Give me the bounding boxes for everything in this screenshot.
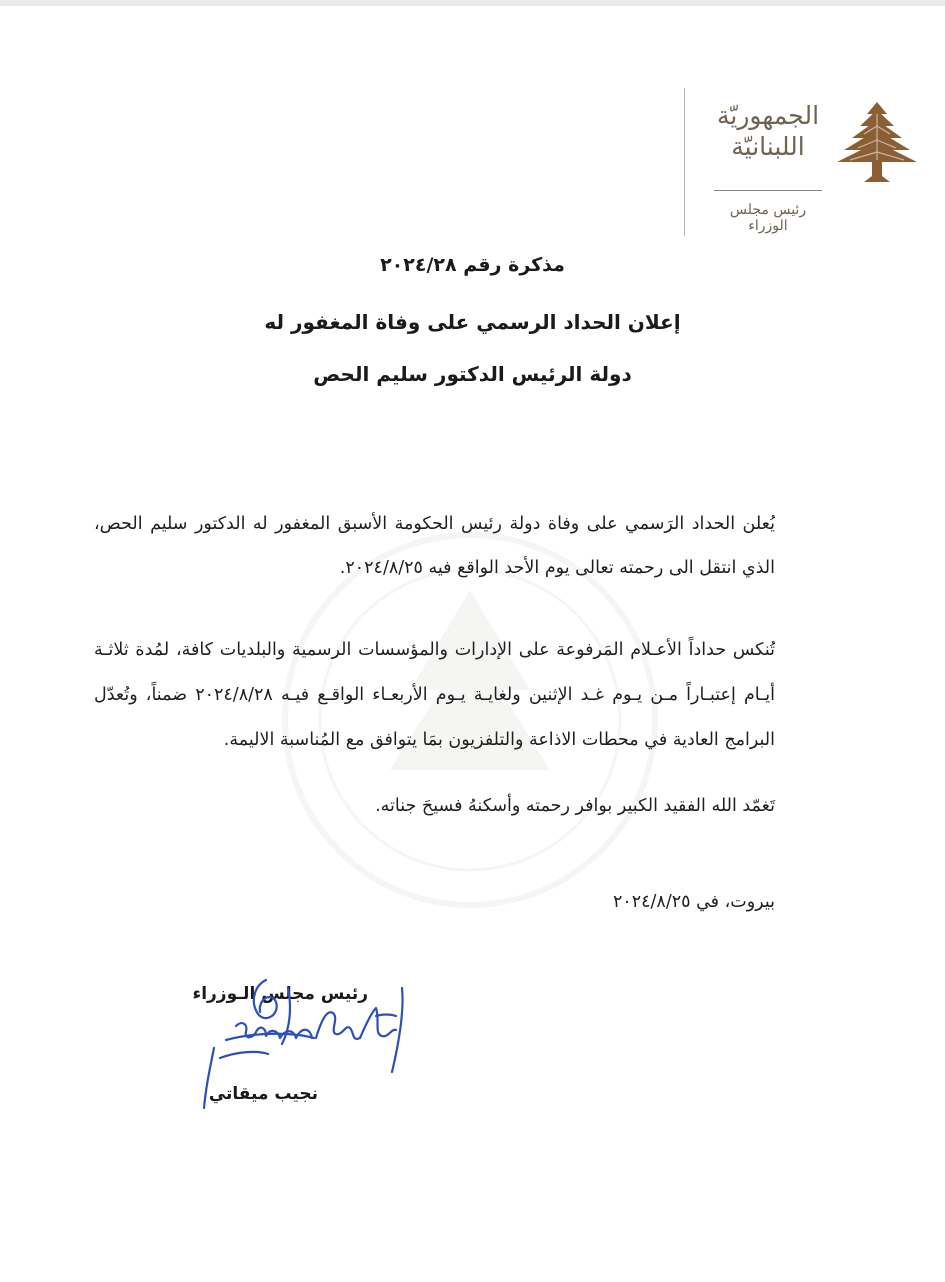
- letterhead-rule: [714, 190, 822, 191]
- signatory-title: رئيس مجلس الـوزراء: [192, 984, 368, 1004]
- letterhead-subtitle: رئيس مجلس الوزراء: [729, 202, 807, 234]
- body-paragraph-3: تَغمّد الله الفقيد الكبير بوافر رحمته وأسكنهُ فسيحَ جناته.: [375, 796, 775, 816]
- document-title-line2: دولة الرئيس الدكتور سليم الحص: [313, 362, 632, 386]
- cedar-tree-icon: [834, 100, 920, 184]
- body-paragraph-1: يُعلن الحداد الرَسمي على وفاة دولة رئيس الحكومة الأسبق المغفور له الدكتور سليم الحص، الذي انتقل الى رحمته تعالى يوم الأحد الواقع فيه ٢٠٢٤/٨/٢٥.: [94, 514, 775, 578]
- letterhead: [684, 88, 924, 238]
- document-title-line1: إعلان الحداد الرسمي على وفاة المغفور له: [264, 310, 681, 334]
- letterhead-title-line2: اللبنانيّة: [731, 132, 805, 161]
- letterhead-title-line1: الجمهوريّة: [716, 101, 820, 130]
- scan-top-edge: [0, 0, 945, 6]
- memo-number: مذكرة رقم ٢٠٢٤/٢٨: [380, 254, 565, 276]
- date-line: بيروت، في ٢٠٢٤/٨/٢٥: [612, 892, 775, 912]
- letterhead-divider: [684, 88, 685, 236]
- letterhead-title: [704, 100, 832, 162]
- body-paragraph-2: تُنكس حداداً الأعـلام المَرفوعة على الإدارات والمؤسسات الرسمية والبلديات كافة، لمُدة ثلاثـة أيـام إعتبـاراً مـن يـوم غـد الإثنين ولغايـة يـوم الأربعـاء الواقـع فيـه ٢٠٢٤/٨/٢٨ ضمناً، وتُعدّل البرامج العادية في محطات الاذاعة والتلفزيون بمَا يتوافق مع المُناسبة الاليمة.: [94, 640, 775, 750]
- signatory-name: نجيب ميقاتي: [208, 1084, 318, 1104]
